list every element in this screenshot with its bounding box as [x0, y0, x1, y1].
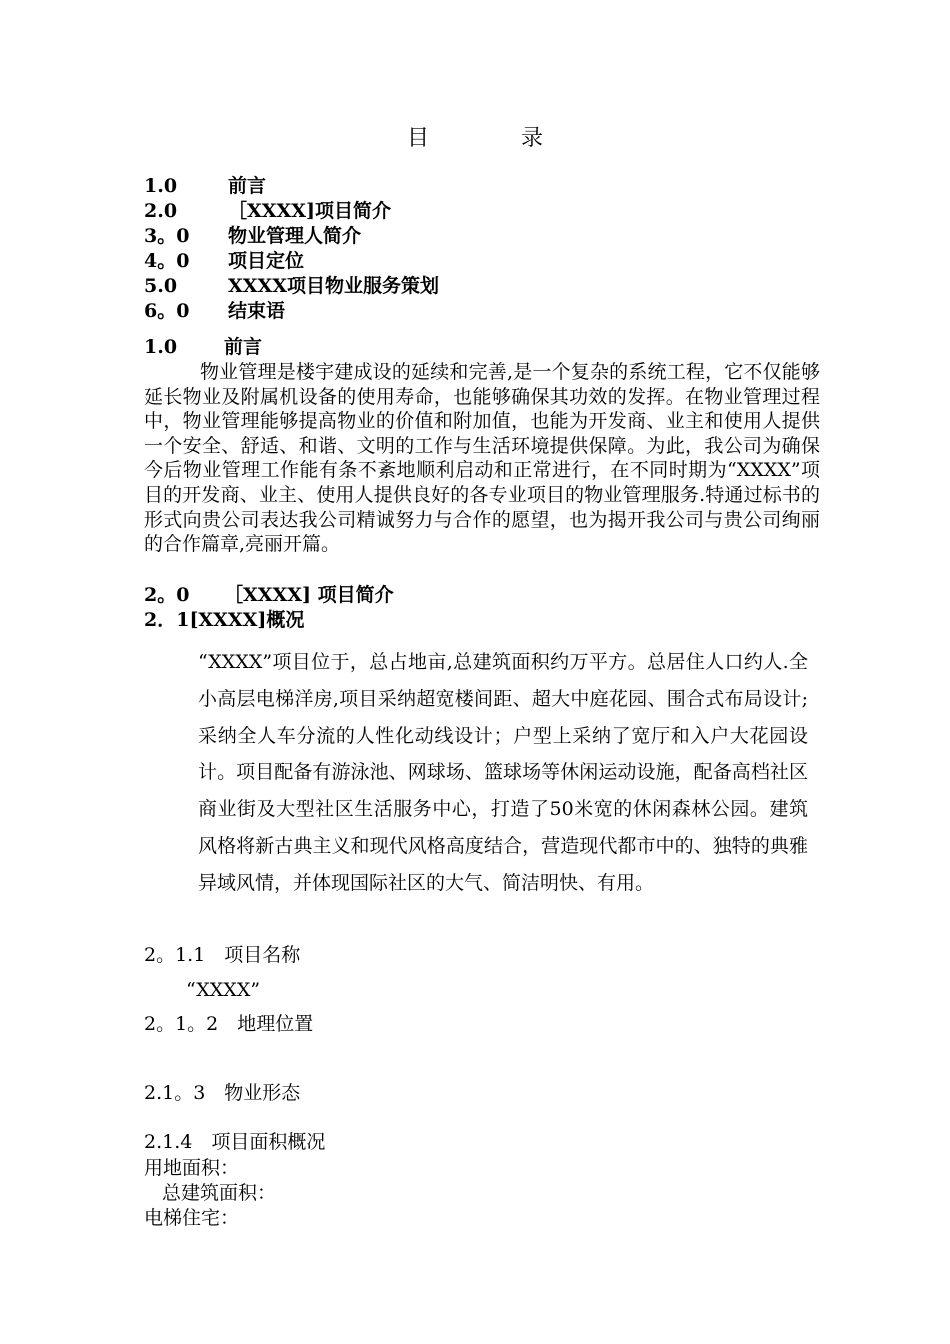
toc-item-label: 项目定位 — [228, 250, 305, 272]
toc-item[interactable] — [144, 174, 439, 199]
preface-paragraph: 物业管理是楼宇建成设的延续和完善,是一个复杂的系统工程，它不仅能够延长物业及附属机设备的使用寿命，也能够确保其功效的发挥。在物业管理过程中，物业管理能够提高物业的价值和附加值，也能为开发商、业主和使用人提供一个安全、舒适、和谐、文明的工作与生活环境提供保障。为此，我公司为确保今后物业管理工作能有条不紊地顺利启动和正常进行，在不同时期为“XXXX”项目的开发商、业主、使用人提供良好的各专业项目的物业管理服务.特通过标书的形式向贵公司表达我公司精诚努力与合作的愿望，也为揭开我公司与贵公司绚丽的合作篇章,亮丽开篇。 — [144, 361, 820, 556]
section-number: 2。0 — [144, 584, 190, 606]
toc-item-label: XXXX项目物业服务策划 — [228, 275, 439, 297]
subsection-heading-overview: 2．1[XXXX]概况 — [144, 609, 305, 631]
title-char-right: 录 — [521, 126, 544, 151]
section-heading-preface — [144, 335, 262, 360]
toc-item-label: ［XXXX]项目简介 — [228, 200, 391, 222]
project-name-value: “XXXX” — [186, 979, 261, 1001]
section-heading-project-intro — [144, 583, 394, 608]
land-area-label: 用地面积： — [144, 1157, 240, 1179]
title-char-left: 目 — [406, 126, 429, 151]
toc-item[interactable] — [144, 274, 439, 299]
toc-item[interactable] — [144, 224, 439, 249]
section-title: ［XXXX] 项目简介 — [224, 584, 394, 606]
toc-item-label: 物业管理人简介 — [228, 225, 362, 247]
toc-item-number: 2.0 — [144, 200, 178, 222]
toc-item-number: 5.0 — [144, 275, 178, 297]
section-title: 前言 — [224, 336, 263, 358]
toc-item-number: 3。0 — [144, 225, 190, 247]
toc-item[interactable] — [144, 299, 439, 324]
elevator-residence-label: 电梯住宅： — [144, 1207, 240, 1229]
toc-item-label: 前言 — [228, 175, 267, 197]
overview-paragraph: “XXXX”项目位于，总占地亩,总建筑面积约万平方。总居住人口约人.全小高层电梯洋房,项目采纳超宽楼间距、超大中庭花园、围合式布局设计;采纳全人车分流的人性化动线设计；户型上采纳了宽厅和入户大花园设计。项目配备有游泳池、网球场、篮球场等休闲运动设施，配备高档社区商业街及大型社区生活服务中心，打造了50米宽的休闲森林公园。建筑风格将新古典主义和现代风格高度结合，营造现代都市中的、独特的典雅异域风情，并体现国际社区的大气、简洁明快、有用。 — [198, 651, 808, 894]
toc-item-number: 6。0 — [144, 300, 190, 322]
table-of-contents — [144, 174, 439, 324]
toc-item-number: 4。0 — [144, 250, 190, 272]
toc-item[interactable] — [144, 199, 439, 224]
toc-item[interactable] — [144, 249, 439, 274]
item-heading-area-overview: 2.1.4 项目面积概况 — [144, 1131, 326, 1153]
page-title — [0, 124, 950, 154]
item-heading-location: 2。1。2 地理位置 — [144, 1013, 314, 1035]
item-heading-project-name: 2。1.1 项目名称 — [144, 944, 301, 966]
total-building-area-label: 总建筑面积： — [162, 1182, 277, 1204]
item-heading-property-form: 2.1。3 物业形态 — [144, 1082, 301, 1104]
toc-item-number: 1.0 — [144, 175, 178, 197]
toc-item-label: 结束语 — [228, 300, 286, 322]
section-number: 1.0 — [144, 336, 178, 358]
